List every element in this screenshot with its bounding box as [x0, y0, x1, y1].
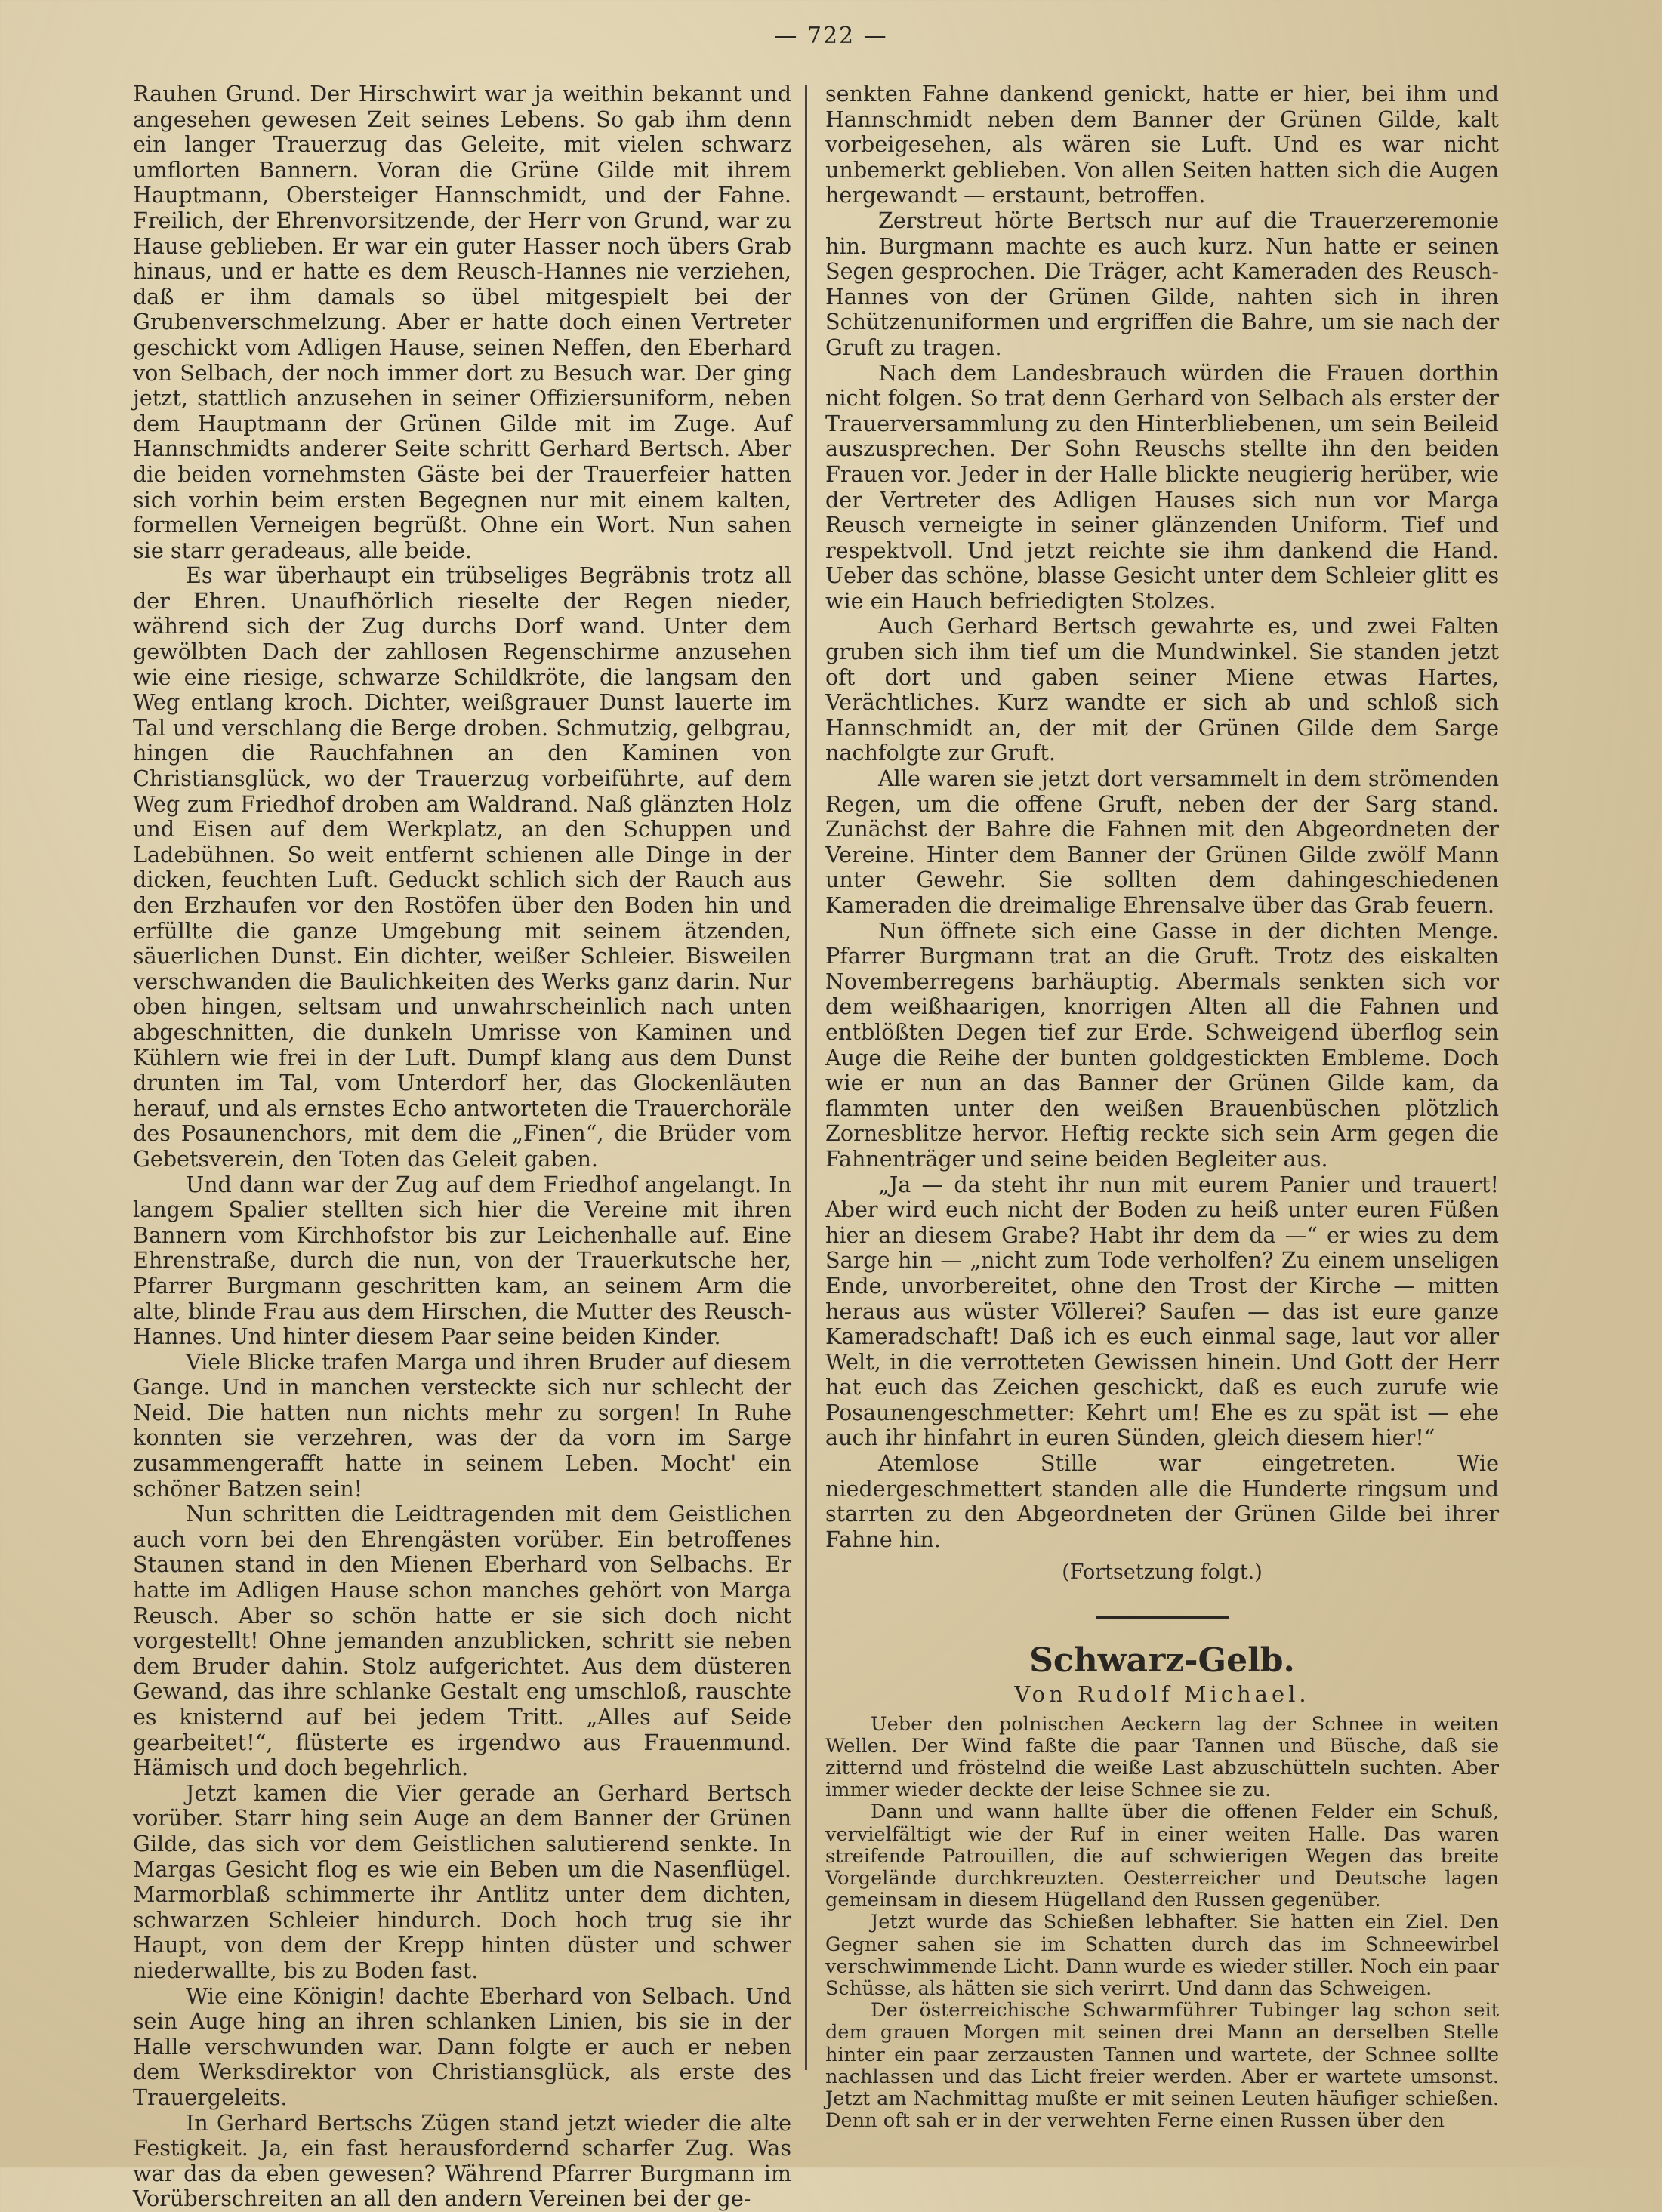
paragraph: Es war überhaupt ein trübseliges Begräbnis trotz all der Ehren. Unaufhörlich rieselte der Regen nieder, während sich der Zug durchs Dorf wand. Unter dem gewölbten Dach der zahllosen Regenschirme anzusehen wie eine riesige, schwarze Schildkröte, die langsam den Weg entlang kroch. Dichter, weißgrauer Dunst lauerte im Tal und verschlang die Berge droben. Schmutzig, gelbgrau, hingen die Rauchfahnen an den Kaminen von Christiansglück, wo der Trauerzug vorbeiführte, auf dem Weg zum Friedhof droben am Waldrand. Naß glänzten Holz und Eisen auf dem Werkplatz, an den Schuppen und Ladebühnen. So weit entfernt schienen alle Dinge in der dicken, feuchten Luft. Geduckt schlich sich der Rauch aus den Erzhaufen vor den Rostöfen über den Boden hin und erfüllte die ganze Umgebung mit seinem ätzenden, säuerlichen Dunst. Ein dichter, weißer Schleier. Bisweilen verschwanden die Baulichkeiten des Werks ganz darin. Nur oben hingen, seltsam und unwahrscheinlich nach unten abgeschnitten, die dunkeln Umrisse von Kaminen und Kühlern wie frei in der Luft. Dumpf klang aus dem Dunst drunten im Tal, vom Unterdorf her, das Glockenläuten herauf, und als ernstes Echo antworteten die Trauerchoräle des Posaunenchors, mit dem die „Finen“, die Brüder vom Gebetsverein, den Toten das Geleit gaben.	[133, 562, 791, 1172]
paragraph: Zerstreut hörte Bertsch nur auf die Trauerzeremonie hin. Burgmann machte es auch kurz. Nun hatte er seinen Segen gesprochen. Die Träger, acht Kameraden des Reusch-Hannes von der Grünen Gilde, nahten sich in ihren Schützenuniformen und ergriffen die Bahre, um sie nach der Gruft zu tragen.	[825, 207, 1499, 360]
story-author: Von Rudolf Michael.	[1014, 1681, 1310, 1708]
paragraph: Ueber den polnischen Aeckern lag der Schnee in weiten Wellen. Der Wind faßte die paar Tannen und Büsche, daß sie zitternd und fröstelnd die weiße Last abzuschütteln suchten. Aber immer wieder deckte der leise Schnee sie zu.	[825, 1712, 1499, 1802]
continuation-note: (Fortsetzung folgt.)	[1062, 1560, 1263, 1585]
paragraph: Nun schritten die Leidtragenden mit dem Geistlichen auch vorn bei den Ehrengästen vorüber. Ein betroffenes Staunen stand in den Mienen Eberhard von Selbachs. Er hatte im Adligen Hause schon manches gehört von Marga Reusch. Aber so schön hatte er sie sich doch nicht vorgestellt! Ohne jemanden anzublicken, schritt sie neben dem Bruder dahin. Stolz aufgerichtet. Aus dem düsteren Gewand, das ihre schlanke Gestalt eng umschloß, rauschte es knisternd auf bei jedem Tritt. „Alles auf Seide gearbeitet!“, flüsterte es irgendwo aus Frauenmund. Hämisch und doch begehrlich.	[133, 1501, 791, 1781]
page-number: — 722 —	[774, 23, 888, 49]
right-column	[825, 81, 1499, 2133]
paragraph: Nach dem Landesbrauch würden die Frauen dorthin nicht folgen. So trat denn Gerhard von Selbach als erster der Trauerversammlung zu den Hinterbliebenen, um sein Beileid auszusprechen. Der Sohn Reuschs stellte ihn den beiden Frauen vor. Jeder in der Halle blickte neugierig herüber, wie der Vertreter des Adligen Hauses sich nun vor Marga Reusch verneigte in seiner glänzenden Uniform. Tief und respektvoll. Und jetzt reichte sie ihm dankend die Hand. Ueber das schöne, blasse Gesicht unter dem Schleier glitt es wie ein Hauch befriedigten Stolzes.	[825, 359, 1499, 614]
paragraph: „Ja — da steht ihr nun mit eurem Panier und trauert! Aber wird euch nicht der Boden zu heiß unter euren Füßen hier an diesem Grabe? Habt ihr dem da —“ er wies zu dem Sarge hin — „nicht zum Tode verholfen? Zu einem unseligen Ende, unvorbereitet, ohne den Trost der Kirche — mitten heraus aus wüster Völlerei? Saufen — das ist eure ganze Kameradschaft! Daß ich es euch einmal sage, laut vor aller Welt, in die verrotteten Gewissen hinein. Und Gott der Herr hat euch das Zeichen geschickt, daß es euch zurufe wie Posaunengeschmetter: Kehrt um! Ehe es zu spät ist — ehe auch ihr hinfahrt in euren Sünden, gleich diesem hier!“	[825, 1171, 1499, 1451]
paragraph: Wie eine Königin! dachte Eberhard von Selbach. Und sein Auge hing an ihren schlanken Linien, bis sie in der Halle verschwunden war. Dann folgte er auch er neben dem Werksdirektor von Christiansglück, als erste des Trauergeleits.	[133, 1982, 791, 2110]
section-rule	[1096, 1616, 1229, 1619]
paragraph: Und dann war der Zug auf dem Friedhof angelangt. In langem Spalier stellten sich hier die Vereine mit ihren Bannern vom Kirchhofstor bis zur Leichenhalle auf. Eine Ehrenstraße, durch die nun, von der Trauerkutsche her, Pfarrer Burgmann geschritten kam, an seinem Arm die alte, blinde Frau aus dem Hirschen, die Mutter des Reusch-Hannes. Und hinter diesem Paar seine beiden Kinder.	[133, 1171, 791, 1350]
paragraph: Viele Blicke trafen Marga und ihren Bruder auf diesem Gange. Und in manchen versteckte sich nur schlecht der Neid. Die hatten nun nichts mehr zu sorgen! In Ruhe konnten sie verzehren, was der da vorn im Sarge zusammengerafft hatte in seinem Leben. Mocht' ein schöner Batzen sein!	[133, 1348, 791, 1502]
left-column	[133, 81, 791, 2212]
paragraph: Der österreichische Schwarmführer Tubinger lag schon seit dem grauen Morgen mit seinen drei Mann an derselben Stelle hinter ein paar zerzausten Tannen und wartete, der Schnee sollte nachlassen und das Licht freier werden. Aber er wartete umsonst. Jetzt am Nachmittag mußte er mit seinen Leuten häufiger schießen. Denn oft sah er in der verwehten Ferne einen Russen über den	[825, 1999, 1499, 2133]
paragraph: Atemlose Stille war eingetreten. Wie niedergeschmettert standen alle die Hunderte ringsum und starrten zu den Abgeordneten der Grünen Gilde bei ihrer Fahne hin.	[825, 1450, 1499, 1552]
paragraph: Dann und wann hallte über die offenen Felder ein Schuß, vervielfältigt wie der Ruf in einer weiten Halle. Das waren streifende Patrouillen, die auf schwierigen Wegen das breite Vorgelände durchkreuzten. Oesterreicher und Deutsche lagen gemeinsam in diesem Hügelland den Russen gegenüber.	[825, 1801, 1499, 1912]
story-body	[825, 1714, 1499, 2133]
paragraph: Alle waren sie jetzt dort versammelt in dem strömenden Regen, um die offene Gruft, neben der der Sarg stand. Zunächst der Bahre die Fahnen mit den Abgeordneten der Vereine. Hinter dem Banner der Grünen Gilde zwölf Mann unter Gewehr. Sie sollten dem dahingeschiedenen Kameraden die dreimalige Ehrensalve über das Grab feuern.	[825, 766, 1499, 918]
paragraph: senkten Fahne dankend genickt, hatte er hier, bei ihm und Hannschmidt neben dem Banner der Grünen Gilde, kalt vorbeigesehen, als wären sie Luft. Und es war nicht unbemerkt geblieben. Von allen Seiten hatten sich die Augen hergewandt — erstaunt, betroffen.	[825, 81, 1499, 208]
paragraph: Auch Gerhard Bertsch gewahrte es, und zwei Falten gruben sich ihm tief um die Mundwinkel. Sie standen jetzt oft dort und gaben seiner Miene etwas Hartes, Verächtliches. Kurz wandte er sich ab und schloß sich Hannschmidt an, der mit der Grünen Gilde dem Sarge nachfolgte zur Gruft.	[825, 613, 1499, 766]
paragraph: Jetzt kamen die Vier gerade an Gerhard Bertsch vorüber. Starr hing sein Auge an dem Banner der Grünen Gilde, das sich vor dem Geistlichen salutierend senkte. In Margas Gesicht flog es wie ein Beben um die Nasenflügel. Marmorblaß schimmerte ihr Antlitz unter dem dichten, schwarzen Schleier hindurch. Doch hoch trug sie ihr Haupt, von dem der Krepp hinten düster und schwer niederwallte, bis zu Boden fast.	[133, 1779, 791, 1983]
story-title: Schwarz-Gelb.	[1029, 1641, 1295, 1681]
column-divider	[805, 85, 807, 2070]
paragraph: Jetzt wurde das Schießen lebhafter. Sie hatten ein Ziel. Den Gegner sahen sie im Schatten durch das im Schneewirbel verschwimmende Licht. Dann wurde es wieder stiller. Noch ein paar Schüsse, als hätten sie sich verirrt. Und dann das Schweigen.	[825, 1911, 1499, 2001]
paragraph: Nun öffnete sich eine Gasse in der dichten Menge. Pfarrer Burgmann trat an die Gruft. Trotz des eiskalten Novemberregens barhäuptig. Abermals senkten sich vor dem weißhaarigen, knorrigen Alten all die Fahnen und entblößten Degen tief zur Erde. Schweigend überflog sein Auge die Reihe der bunten goldgestickten Embleme. Doch wie er nun an das Banner der Grünen Gilde kam, da flammten unter den weißen Brauenbüschen plötzlich Zornesblitze hervor. Heftig reckte sich sein Arm gegen die Fahnenträger und seine beiden Begleiter aus.	[825, 917, 1499, 1172]
paragraph: Rauhen Grund. Der Hirschwirt war ja weithin bekannt und angesehen gewesen Zeit seines Lebens. So gab ihm denn ein langer Trauerzug das Geleite, mit vielen schwarz umflorten Bannern. Voran die Grüne Gilde mit ihrem Hauptmann, Obersteiger Hannschmidt, und der Fahne. Freilich, der Ehrenvorsitzende, der Herr von Grund, war zu Hause geblieben. Er war ein guter Hasser noch übers Grab hinaus, und er hatte es dem Reusch-Hannes nie verziehen, daß er ihm damals so übel mitgespielt bei der Grubenverschmelzung. Aber er hatte doch einen Vertreter geschickt vom Adligen Hause, seinen Neffen, den Eberhard von Selbach, der noch immer dort zu Besuch war. Der ging jetzt, stattlich anzusehen in seiner Offiziersuniform, neben dem Hauptmann der Grünen Gilde mit im Zuge. Auf Hannschmidts anderer Seite schritt Gerhard Bertsch. Aber die beiden vornehmsten Gäste bei der Trauerfeier hatten sich vorhin beim ersten Begegnen nur mit einem kalten, formellen Verneigen begrüßt. Ohne ein Wort. Nun sahen sie starr geradeaus, alle beide.	[133, 81, 791, 563]
paragraph: In Gerhard Bertschs Zügen stand jetzt wieder die alte Festigkeit. Ja, ein fast herausfordernd scharfer Zug. Was war das da eben gewesen? Während Pfarrer Burgmann im Vorüberschreiten an all den andern Vereinen bei der ge-	[133, 2109, 791, 2212]
